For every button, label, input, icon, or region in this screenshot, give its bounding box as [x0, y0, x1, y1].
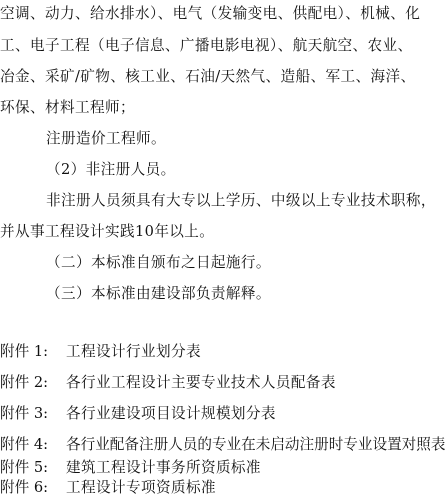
attachment-label: 附件 4:: [0, 436, 49, 453]
attachment-title: 各行业配备注册人员的专业在未启动注册时专业设置对照表: [66, 436, 446, 453]
attachment-label: 附件 1:: [0, 343, 49, 360]
attachment-label: 附件 5:: [0, 459, 49, 476]
attachment-label: 附件 3:: [0, 405, 49, 422]
body-line-8: 并从事工程设计实践10年以上。: [0, 223, 215, 240]
body-line-2: 工、电子工程（电子信息、广播电影电视）、航天航空、农业、: [0, 37, 413, 54]
body-line-5: 注册造价工程师。: [46, 130, 166, 147]
attachment-item-1: [0, 342, 201, 362]
attachment-label: 附件 6:: [0, 479, 49, 496]
body-line-7: 非注册人员须具有大专以上学历、中级以上专业技术职称，: [46, 192, 436, 209]
attachment-title: 各行业工程设计主要专业技术人员配备表: [66, 374, 336, 391]
attachment-title: 建筑工程设计事务所资质标准: [66, 459, 261, 476]
body-line-9: （二）本标准自颁布之日起施行。: [46, 254, 271, 271]
attachment-item-2: [0, 373, 336, 393]
body-line-10: （三）本标准由建设部负责解释。: [46, 285, 271, 302]
attachment-item-6: [0, 478, 216, 498]
attachment-title: 各行业建设项目设计规模划分表: [66, 405, 276, 422]
body-line-4: 环保、材料工程师；: [0, 99, 135, 116]
attachment-label: 附件 2:: [0, 374, 49, 391]
body-line-6: （2）非注册人员。: [46, 161, 176, 178]
attachment-title: 工程设计行业划分表: [66, 343, 201, 360]
body-line-1: 空调、动力、给水排水）、电气（发输变电、供配电）、机械、化: [0, 5, 421, 22]
attachment-item-5: [0, 458, 261, 478]
attachment-item-3: [0, 404, 276, 424]
attachment-title: 工程设计专项资质标准: [66, 479, 216, 496]
body-line-3: 冶金、采矿/矿物、核工业、石油/天然气、造船、军工、海洋、: [0, 68, 416, 85]
attachment-item-4: [0, 435, 445, 455]
